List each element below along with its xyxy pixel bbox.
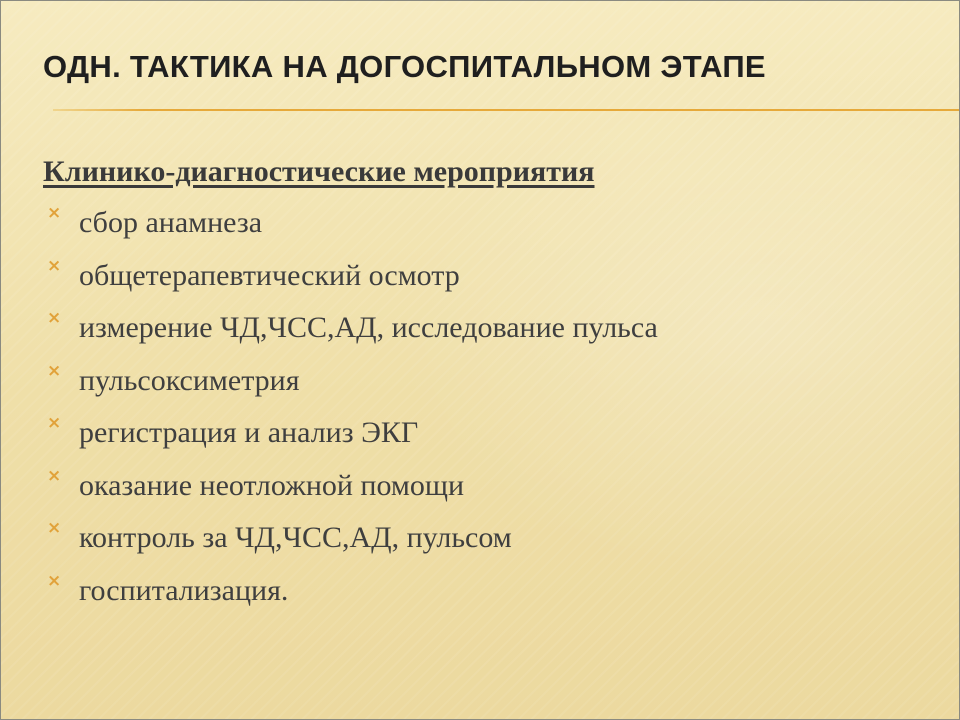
list-item-text: контроль за ЧД,ЧСС,АД, пульсом	[79, 521, 512, 554]
list-item-text: госпитализация.	[79, 573, 289, 607]
x-bullet-icon: ×	[47, 255, 62, 276]
bullet-list	[43, 197, 923, 617]
list-item-text: регистрация и анализ ЭКГ	[79, 416, 419, 449]
slide-title: ОДН. ТАКТИКА НА ДОГОСПИТАЛЬНОМ ЭТАПЕ	[43, 49, 766, 84]
list-item	[43, 565, 923, 618]
title-divider	[53, 109, 960, 111]
x-bullet-icon: ×	[47, 203, 62, 223]
x-bullet-icon: ×	[47, 465, 62, 486]
x-bullet-icon: ×	[47, 360, 62, 381]
x-bullet-icon: ×	[47, 413, 62, 433]
x-bullet-icon: ×	[47, 518, 62, 538]
list-item-text: сбор анамнеза	[79, 206, 263, 239]
list-item	[43, 460, 923, 513]
x-bullet-icon: ×	[47, 570, 62, 591]
slide-content	[43, 155, 923, 617]
list-item	[43, 197, 923, 250]
list-item	[43, 355, 923, 408]
list-item-text: измерение ЧД,ЧСС,АД, исследование пульса	[79, 311, 658, 344]
list-item-text: пульсоксиметрия	[79, 363, 300, 397]
list-item	[43, 250, 923, 303]
list-item	[43, 407, 923, 460]
list-item	[43, 512, 923, 565]
section-subtitle: Клинико-диагностические мероприятия	[43, 155, 595, 188]
list-item-text: общетерапевтический осмотр	[79, 258, 460, 292]
list-item-text: оказание неотложной помощи	[79, 468, 465, 502]
x-bullet-icon: ×	[47, 308, 62, 328]
list-item	[43, 302, 923, 355]
